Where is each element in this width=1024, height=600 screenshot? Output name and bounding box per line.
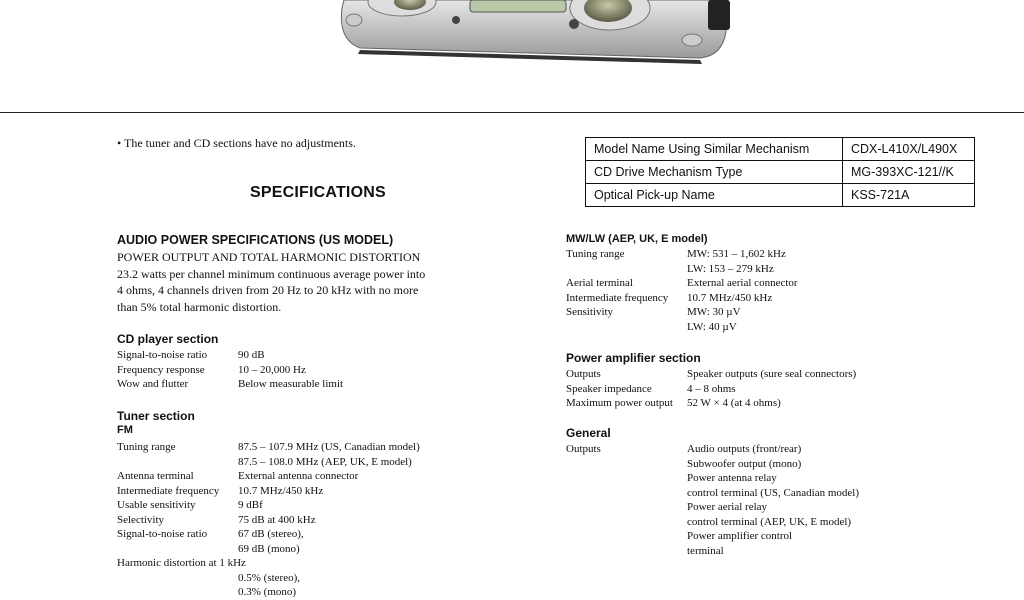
spec-value: LW: 153 – 279 kHz bbox=[687, 262, 774, 275]
audio-power-line: than 5% total harmonic distortion. bbox=[117, 299, 282, 314]
mechanism-key: CD Drive Mechanism Type bbox=[586, 161, 843, 184]
spec-label: Intermediate frequency bbox=[566, 291, 669, 304]
spec-value: 52 W × 4 (at 4 ohms) bbox=[687, 397, 781, 409]
mwlw-heading: MW/LW (AEP, UK, E model) bbox=[566, 233, 708, 245]
spec-label: Outputs bbox=[566, 443, 601, 455]
spec-value: control terminal (AEP, UK, E model) bbox=[687, 515, 852, 528]
spec-label: Selectivity bbox=[117, 513, 165, 526]
general-heading: General bbox=[566, 426, 611, 440]
spec-value: Subwoofer output (mono) bbox=[687, 457, 802, 470]
spec-value: Speaker outputs (sure seal connectors) bbox=[687, 368, 857, 380]
audio-power-line: 4 ohms, 4 channels driven from 20 Hz to 20 kHz with no more bbox=[117, 283, 419, 297]
tuner-heading: Tuner section bbox=[117, 409, 195, 423]
spec-label: Outputs bbox=[566, 368, 601, 380]
fm-subheading: FM bbox=[117, 424, 133, 436]
spec-value: Power amplifier control bbox=[687, 530, 793, 542]
specifications-title: SPECIFICATIONS bbox=[250, 184, 386, 201]
spec-label: Intermediate frequency bbox=[117, 484, 220, 497]
mechanism-value: KSS-721A bbox=[843, 184, 975, 207]
spec-value: MW: 30 µV bbox=[687, 306, 741, 318]
spec-value: 10 – 20,000 Hz bbox=[238, 363, 306, 376]
table-row bbox=[586, 184, 975, 207]
spec-label: Wow and flutter bbox=[117, 378, 189, 390]
spec-label: Antenna terminal bbox=[117, 470, 194, 482]
horizontal-divider bbox=[0, 112, 1024, 113]
spec-label: Usable sensitivity bbox=[117, 499, 196, 511]
spec-value: Power aerial relay bbox=[687, 501, 768, 513]
mechanism-table bbox=[585, 137, 975, 207]
spec-value: terminal bbox=[687, 544, 724, 557]
mechanism-value: MG-393XC-121//K bbox=[843, 161, 975, 184]
spec-value: 75 dB at 400 kHz bbox=[238, 513, 316, 526]
power-amp-heading: Power amplifier section bbox=[566, 351, 701, 365]
spec-value: 0.5% (stereo), bbox=[238, 571, 301, 584]
spec-value: 0.3% (mono) bbox=[238, 586, 297, 598]
mechanism-value: CDX-L410X/L490X bbox=[843, 138, 975, 161]
mechanism-key: Model Name Using Similar Mechanism bbox=[586, 138, 843, 161]
spec-label: Frequency response bbox=[117, 363, 205, 376]
spec-value: 67 dB (stereo), bbox=[238, 528, 304, 540]
spec-value: Below measurable limit bbox=[238, 378, 344, 390]
spec-value: 69 dB (mono) bbox=[238, 542, 300, 555]
spec-label: Harmonic distortion at 1 kHz bbox=[117, 557, 246, 569]
spec-value: 9 dBf bbox=[238, 499, 263, 511]
spec-value: LW: 40 µV bbox=[687, 320, 737, 333]
spec-value: 87.5 – 108.0 MHz (AEP, UK, E model) bbox=[238, 455, 412, 468]
spec-value: MW: 531 – 1,602 kHz bbox=[687, 248, 786, 260]
spec-value: External aerial connector bbox=[687, 277, 798, 289]
spec-value: control terminal (US, Canadian model) bbox=[687, 486, 859, 499]
spec-value: 90 dB bbox=[238, 349, 265, 361]
spec-label: Maximum power output bbox=[566, 397, 673, 409]
spec-value: 10.7 MHz/450 kHz bbox=[687, 291, 773, 304]
spec-value: Audio outputs (front/rear) bbox=[687, 443, 802, 455]
audio-power-text bbox=[117, 249, 517, 315]
audio-power-line: POWER OUTPUT AND TOTAL HARMONIC DISTORTION bbox=[117, 250, 421, 264]
spec-value: 87.5 – 107.9 MHz (US, Canadian model) bbox=[238, 441, 420, 453]
spec-value: Power antenna relay bbox=[687, 472, 777, 484]
table-row bbox=[586, 138, 975, 161]
spec-value: 4 – 8 ohms bbox=[687, 382, 736, 395]
spec-label: Signal-to-noise ratio bbox=[117, 528, 208, 540]
table-row bbox=[586, 161, 975, 184]
spec-label: Signal-to-noise ratio bbox=[117, 349, 208, 361]
spec-label: Tuning range bbox=[117, 441, 176, 453]
adjustment-note: • The tuner and CD sections have no adjustments. bbox=[117, 136, 356, 150]
cd-player-heading: CD player section bbox=[117, 332, 219, 346]
car-stereo-illustration bbox=[330, 0, 740, 66]
mechanism-key: Optical Pick-up Name bbox=[586, 184, 843, 207]
spec-value: 10.7 MHz/450 kHz bbox=[238, 484, 324, 497]
spec-label: Sensitivity bbox=[566, 306, 614, 318]
spec-value: External antenna connector bbox=[238, 470, 359, 482]
spec-label: Aerial terminal bbox=[566, 277, 633, 289]
audio-power-line: 23.2 watts per channel minimum continuous average power into bbox=[117, 266, 426, 281]
spec-label: Speaker impedance bbox=[566, 382, 652, 395]
spec-label: Tuning range bbox=[566, 248, 625, 260]
audio-power-heading: AUDIO POWER SPECIFICATIONS (US MODEL) bbox=[117, 233, 394, 247]
